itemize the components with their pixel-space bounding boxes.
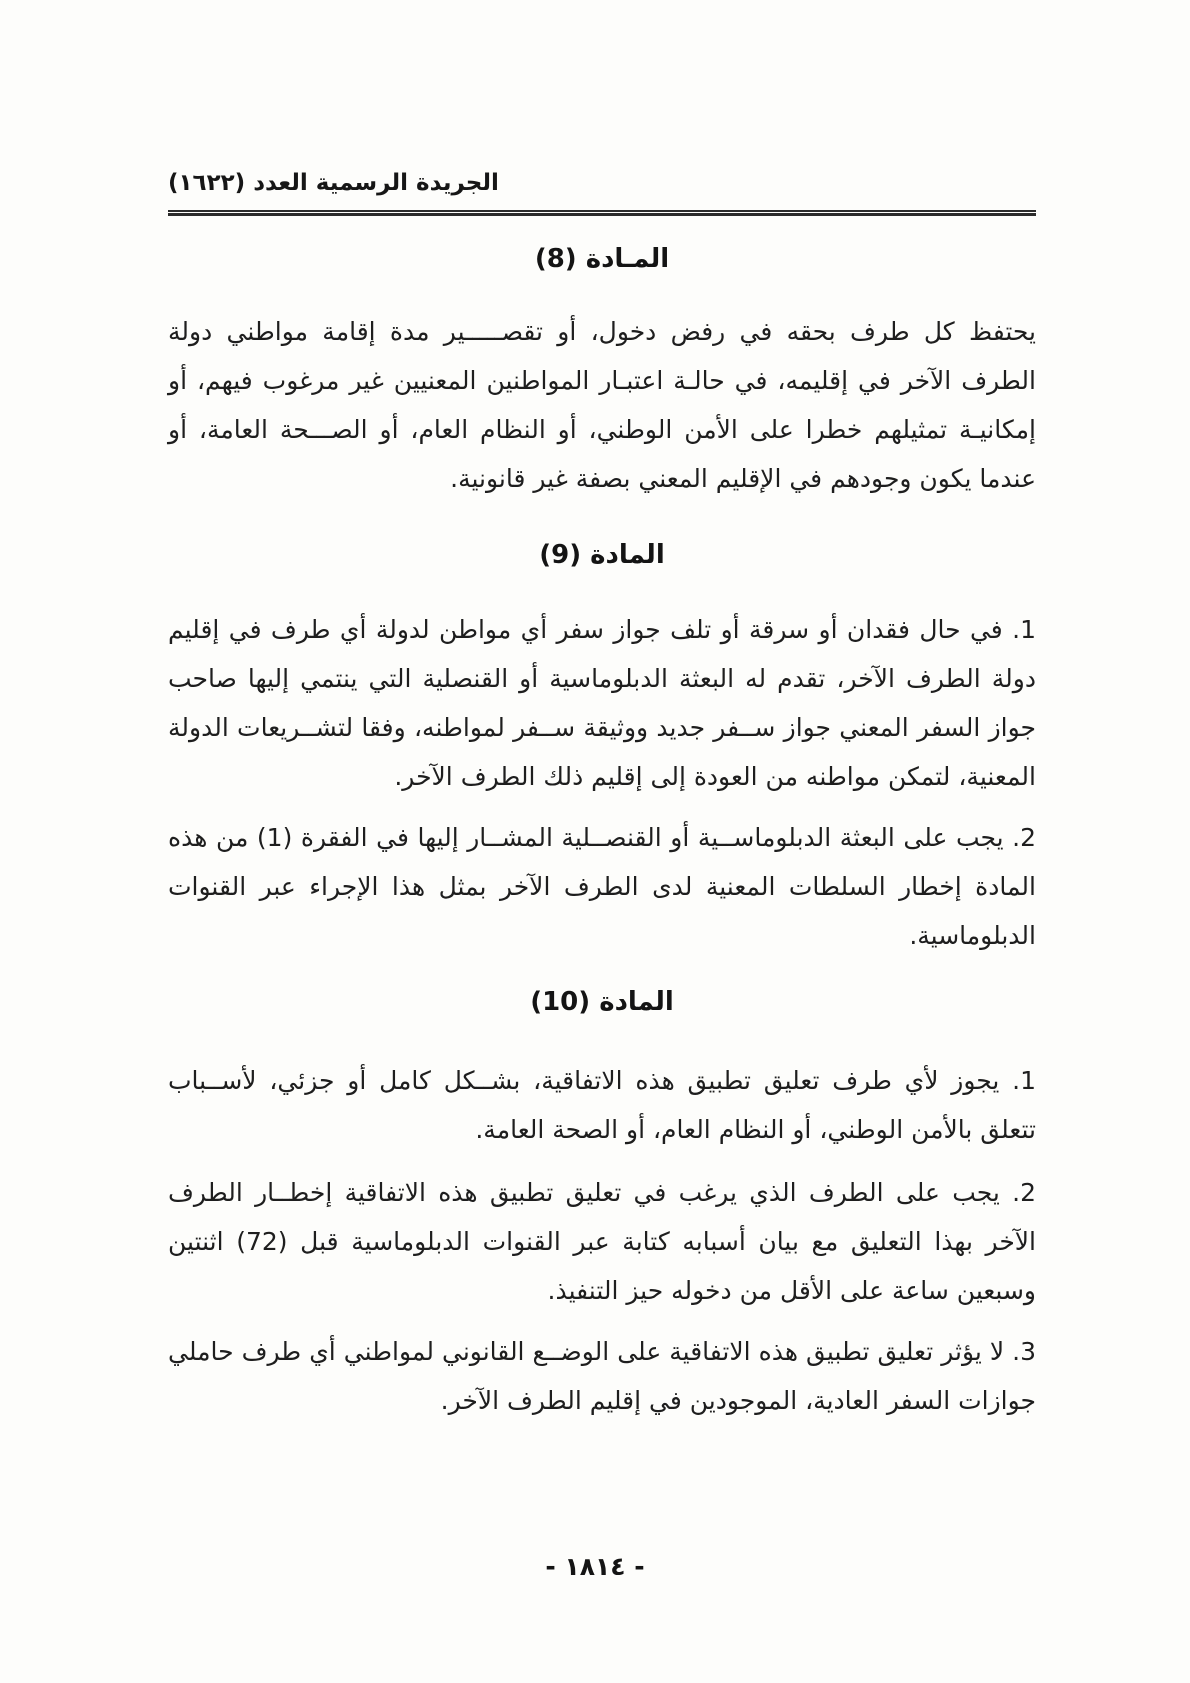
article-paragraph: 2. يجب على البعثة الدبلوماســية أو القنصــلية المشــار إليها في الفقرة (1) من هذه المادة إخطار السلطات المعنية لدى الطرف الآخر بمثل هذا الإجراء عبر القنوات الدبلوماسية.: [168, 823, 1036, 950]
article-section: [168, 986, 1036, 1425]
page-header: [168, 170, 1036, 216]
document-body: [168, 243, 1036, 1425]
article-heading: المادة (9): [539, 540, 665, 570]
page-footer: [0, 1552, 1190, 1581]
article-paragraph: يحتفظ كل طرف بحقه في رفض دخول، أو تقصـــــير مدة إقامة مواطني دولة الطرف الآخر في إقليمه، في حالـة اعتبـار المواطنين المعنيين غير مرغوب فيهم، أو إمكانيـة تمثيلهم خطرا على الأمن الوطني، أو النظام العام، أو الصـــحة العامة، أو عندما يكون وجودهم في الإقليم المعني بصفة غير قانونية.: [168, 317, 1036, 493]
article-section: [168, 539, 1036, 960]
article-paragraph: 2. يجب على الطرف الذي يرغب في تعليق تطبيق هذه الاتفاقية إخطــار الطرف الآخر بهذا التعليق مع بيان أسبابه كتابة عبر القنوات الدبلوماسية قبل (72) اثنتين وسبعين ساعة على الأقل من دخوله حيز التنفيذ.: [168, 1178, 1036, 1305]
article-paragraph: 1. في حال فقدان أو سرقة أو تلف جواز سفر أي مواطن لدولة أي طرف في إقليم دولة الطرف الآخر، تقدم له البعثة الدبلوماسية أو القنصلية التي ينتمي إليها صاحب جواز السفر المعني جواز ســفر جديد ووثيقة ســفر لمواطنه، وفقا لتشــريعات الدولة المعنية، لتمكن مواطنه من العودة إلى إقليم ذلك الطرف الآخر.: [168, 615, 1036, 791]
article-paragraph: 1. يجوز لأي طرف تعليق تطبيق هذه الاتفاقية، بشــكل كامل أو جزئي، لأســباب تتعلق بالأمن الوطني، أو النظام العام، أو الصحة العامة.: [168, 1066, 1036, 1144]
page-number: - ١٨١٤ -: [545, 1552, 645, 1581]
article-paragraph: 3. لا يؤثر تعليق تطبيق هذه الاتفاقية على الوضــع القانوني لمواطني أي طرف حاملي جوازات السفر العادية، الموجودين في إقليم الطرف الآخر.: [168, 1337, 1036, 1415]
article-heading: المادة (10): [530, 987, 674, 1017]
article-heading: المـادة (8): [534, 244, 670, 274]
article-section: [168, 243, 1036, 503]
header-rule: [168, 210, 1036, 216]
journal-title: الجريدة الرسمية العدد (١٦٢٢): [168, 170, 499, 196]
